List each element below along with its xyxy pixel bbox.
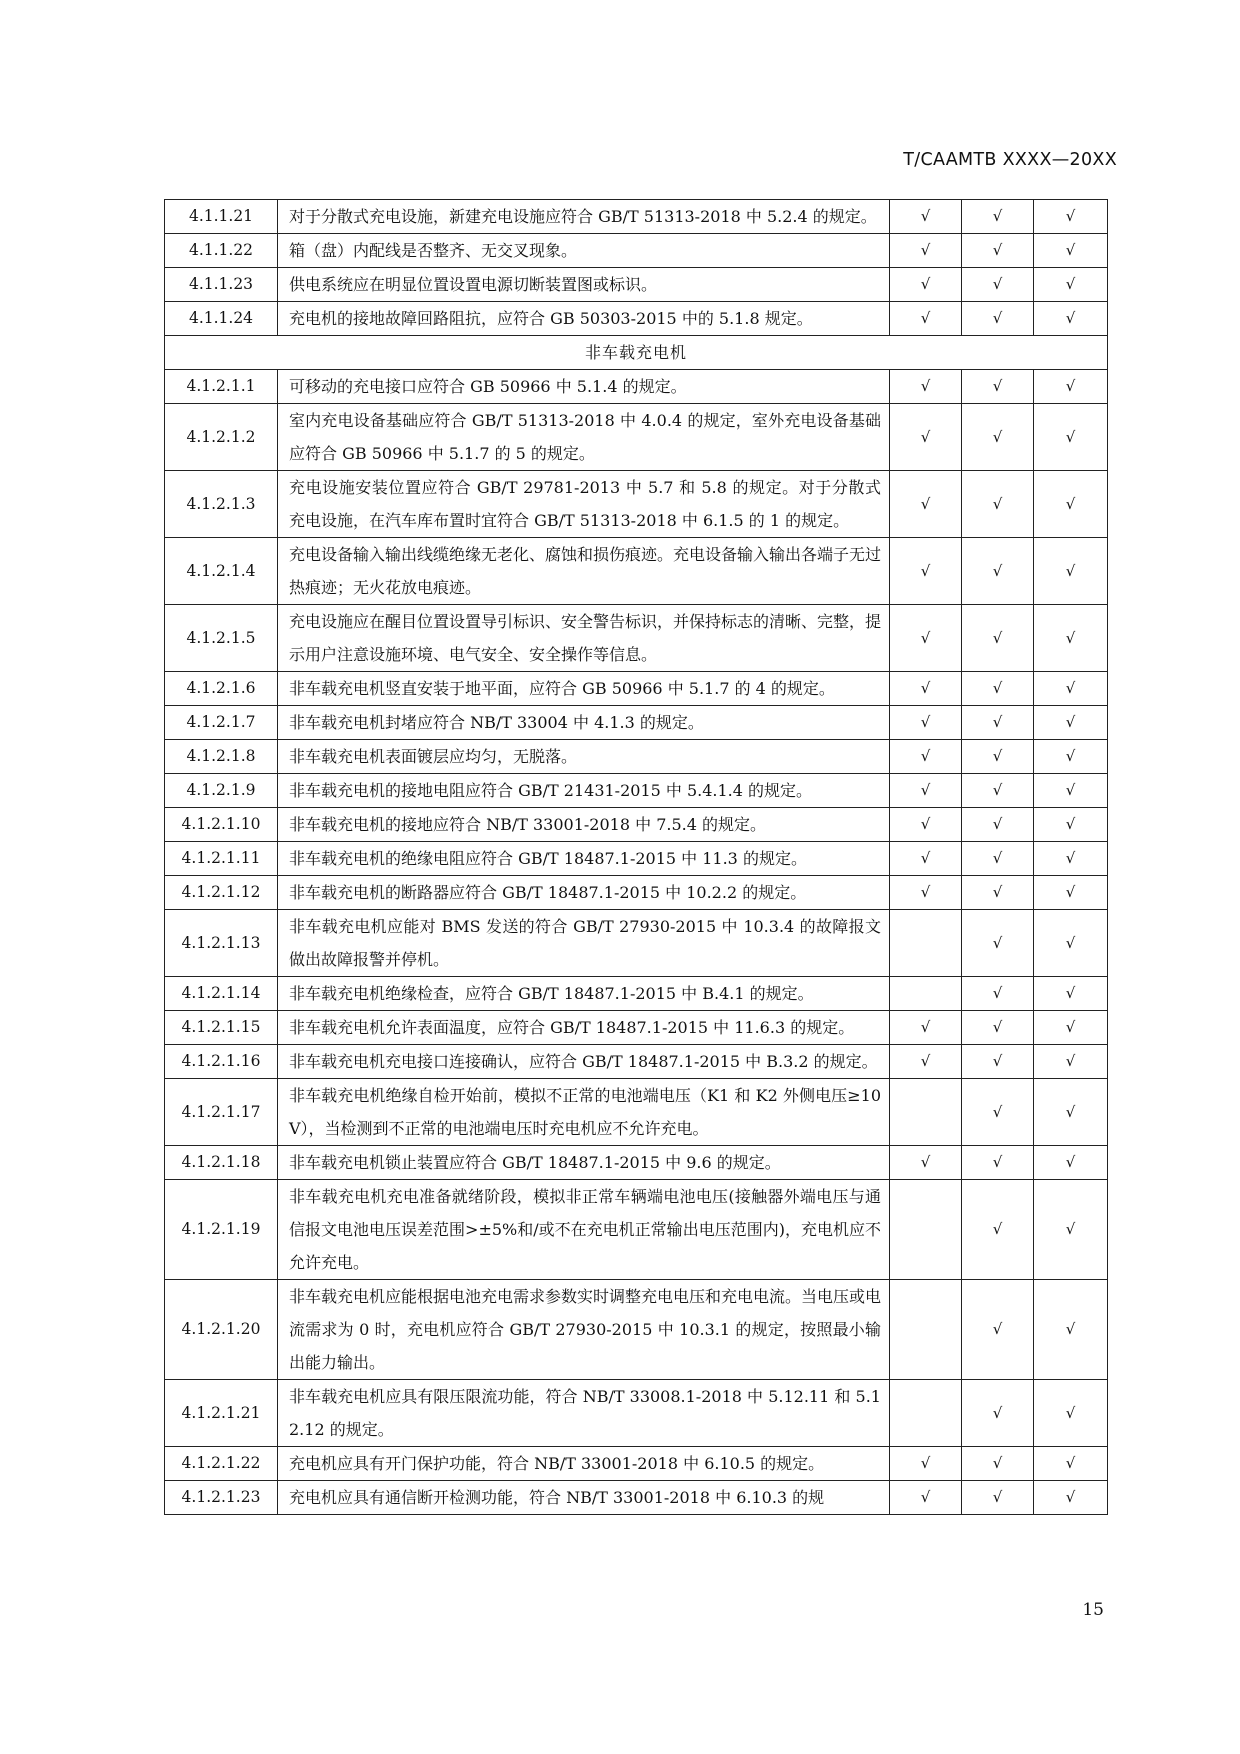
check-mark-col-1: √	[890, 1481, 962, 1515]
check-mark-col-1: √	[890, 605, 962, 672]
requirement-text: 非车载充电机充电准备就绪阶段，模拟非正常车辆端电池电压(接触器外端电压与通信报文电池电压误差范围>±5%和/或不在充电机正常输出电压范围内)，充电机应不允许充电。	[278, 1180, 890, 1280]
clause-number: 4.1.2.1.22	[165, 1447, 278, 1481]
check-mark-col-1: √	[890, 842, 962, 876]
check-mark-col-1: √	[890, 234, 962, 268]
clause-number: 4.1.2.1.5	[165, 605, 278, 672]
clause-number: 4.1.2.1.14	[165, 977, 278, 1011]
check-mark-col-3: √	[1034, 842, 1108, 876]
check-mark-col-2: √	[962, 1380, 1034, 1447]
check-mark-col-1: √	[890, 370, 962, 404]
check-mark-col-3: √	[1034, 1180, 1108, 1280]
check-mark-col-1: √	[890, 774, 962, 808]
check-mark-col-3: √	[1034, 1146, 1108, 1180]
clause-number: 4.1.2.1.3	[165, 471, 278, 538]
clause-number: 4.1.2.1.21	[165, 1380, 278, 1447]
check-mark-col-3: √	[1034, 1447, 1108, 1481]
check-mark-col-2: √	[962, 1079, 1034, 1146]
inspection-table	[164, 199, 1108, 1515]
clause-number: 4.1.1.22	[165, 234, 278, 268]
check-mark-col-1: √	[890, 471, 962, 538]
requirement-text: 非车载充电机绝缘自检开始前，模拟不正常的电池端电压（K1 和 K2 外侧电压≥10V），当检测到不正常的电池端电压时充电机应不允许充电。	[278, 1079, 890, 1146]
table-row	[165, 1011, 1108, 1045]
check-mark-col-2: √	[962, 910, 1034, 977]
check-mark-col-2: √	[962, 876, 1034, 910]
requirement-text: 非车载充电机的接地电阻应符合 GB/T 21431-2015 中 5.4.1.4 的规定。	[278, 774, 890, 808]
inspection-table-body	[165, 200, 1108, 1515]
check-mark-col-2: √	[962, 1481, 1034, 1515]
check-mark-col-1: √	[890, 1146, 962, 1180]
check-mark-col-2: √	[962, 404, 1034, 471]
check-mark-col-3: √	[1034, 740, 1108, 774]
check-mark-col-2: √	[962, 1146, 1034, 1180]
check-mark-col-2: √	[962, 605, 1034, 672]
clause-number: 4.1.2.1.9	[165, 774, 278, 808]
requirement-text: 非车载充电机绝缘检查，应符合 GB/T 18487.1-2015 中 B.4.1 的规定。	[278, 977, 890, 1011]
check-mark-col-3: √	[1034, 808, 1108, 842]
requirement-text: 非车载充电机的断路器应符合 GB/T 18487.1-2015 中 10.2.2 的规定。	[278, 876, 890, 910]
table-row	[165, 842, 1108, 876]
requirement-text: 非车载充电机应能对 BMS 发送的符合 GB/T 27930-2015 中 10.3.4 的故障报文做出故障报警并停机。	[278, 910, 890, 977]
clause-number: 4.1.2.1.15	[165, 1011, 278, 1045]
check-mark-col-1	[890, 910, 962, 977]
check-mark-col-3: √	[1034, 977, 1108, 1011]
check-mark-col-3: √	[1034, 268, 1108, 302]
requirement-text: 非车载充电机竖直安装于地平面，应符合 GB 50966 中 5.1.7 的 4 的规定。	[278, 672, 890, 706]
table-row	[165, 672, 1108, 706]
table-row	[165, 605, 1108, 672]
check-mark-col-1: √	[890, 1045, 962, 1079]
check-mark-col-2: √	[962, 808, 1034, 842]
clause-number: 4.1.2.1.10	[165, 808, 278, 842]
requirement-text: 可移动的充电接口应符合 GB 50966 中 5.1.4 的规定。	[278, 370, 890, 404]
requirement-text: 充电设施安装位置应符合 GB/T 29781-2013 中 5.7 和 5.8 的规定。对于分散式充电设施，在汽车库布置时宜符合 GB/T 51313-2018 中 6.1.5 的 1 的规定。	[278, 471, 890, 538]
clause-number: 4.1.2.1.16	[165, 1045, 278, 1079]
table-row	[165, 370, 1108, 404]
table-row	[165, 808, 1108, 842]
check-mark-col-3: √	[1034, 370, 1108, 404]
table-row	[165, 404, 1108, 471]
check-mark-col-3: √	[1034, 538, 1108, 605]
requirement-text: 非车载充电机锁止装置应符合 GB/T 18487.1-2015 中 9.6 的规定。	[278, 1146, 890, 1180]
table-row	[165, 471, 1108, 538]
check-mark-col-2: √	[962, 774, 1034, 808]
clause-number: 4.1.2.1.17	[165, 1079, 278, 1146]
requirement-text: 充电机应具有通信断开检测功能，符合 NB/T 33001-2018 中 6.10.3 的规	[278, 1481, 890, 1515]
requirement-text: 非车载充电机表面镀层应均匀，无脱落。	[278, 740, 890, 774]
section-title: 非车载充电机	[165, 336, 1108, 370]
check-mark-col-3: √	[1034, 1079, 1108, 1146]
table-row	[165, 1447, 1108, 1481]
check-mark-col-1	[890, 977, 962, 1011]
requirement-text: 充电机应具有开门保护功能，符合 NB/T 33001-2018 中 6.10.5 的规定。	[278, 1447, 890, 1481]
clause-number: 4.1.2.1.6	[165, 672, 278, 706]
check-mark-col-2: √	[962, 706, 1034, 740]
check-mark-col-1: √	[890, 808, 962, 842]
requirement-text: 非车载充电机封堵应符合 NB/T 33004 中 4.1.3 的规定。	[278, 706, 890, 740]
requirement-text: 对于分散式充电设施，新建充电设施应符合 GB/T 51313-2018 中 5.2.4 的规定。	[278, 200, 890, 234]
check-mark-col-3: √	[1034, 404, 1108, 471]
clause-number: 4.1.2.1.2	[165, 404, 278, 471]
check-mark-col-2: √	[962, 234, 1034, 268]
check-mark-col-1: √	[890, 672, 962, 706]
check-mark-col-3: √	[1034, 706, 1108, 740]
check-mark-col-1: √	[890, 404, 962, 471]
check-mark-col-1	[890, 1180, 962, 1280]
check-mark-col-3: √	[1034, 1011, 1108, 1045]
requirement-text: 室内充电设备基础应符合 GB/T 51313-2018 中 4.0.4 的规定，室外充电设备基础应符合 GB 50966 中 5.1.7 的 5 的规定。	[278, 404, 890, 471]
clause-number: 4.1.2.1.23	[165, 1481, 278, 1515]
check-mark-col-3: √	[1034, 672, 1108, 706]
table-row	[165, 1380, 1108, 1447]
clause-number: 4.1.1.23	[165, 268, 278, 302]
check-mark-col-2: √	[962, 1045, 1034, 1079]
clause-number: 4.1.2.1.8	[165, 740, 278, 774]
requirement-text: 充电设施应在醒目位置设置导引标识、安全警告标识，并保持标志的清晰、完整，提示用户注意设施环境、电气安全、安全操作等信息。	[278, 605, 890, 672]
clause-number: 4.1.2.1.13	[165, 910, 278, 977]
check-mark-col-2: √	[962, 842, 1034, 876]
check-mark-col-2: √	[962, 538, 1034, 605]
table-row	[165, 302, 1108, 336]
check-mark-col-2: √	[962, 1180, 1034, 1280]
check-mark-col-3: √	[1034, 774, 1108, 808]
clause-number: 4.1.2.1.12	[165, 876, 278, 910]
check-mark-col-2: √	[962, 370, 1034, 404]
requirement-text: 非车载充电机应具有限压限流功能，符合 NB/T 33008.1-2018 中 5.12.11 和 5.12.12 的规定。	[278, 1380, 890, 1447]
clause-number: 4.1.2.1.4	[165, 538, 278, 605]
check-mark-col-3: √	[1034, 1045, 1108, 1079]
check-mark-col-2: √	[962, 672, 1034, 706]
check-mark-col-1: √	[890, 876, 962, 910]
check-mark-col-2: √	[962, 1280, 1034, 1380]
clause-number: 4.1.2.1.7	[165, 706, 278, 740]
requirement-text: 箱（盘）内配线是否整齐、无交叉现象。	[278, 234, 890, 268]
clause-number: 4.1.2.1.19	[165, 1180, 278, 1280]
table-row	[165, 977, 1108, 1011]
check-mark-col-3: √	[1034, 200, 1108, 234]
requirement-text: 供电系统应在明显位置设置电源切断装置图或标识。	[278, 268, 890, 302]
check-mark-col-2: √	[962, 471, 1034, 538]
table-row	[165, 1045, 1108, 1079]
requirement-text: 充电设备输入输出线缆绝缘无老化、腐蚀和损伤痕迹。充电设备输入输出各端子无过热痕迹；无火花放电痕迹。	[278, 538, 890, 605]
check-mark-col-2: √	[962, 1011, 1034, 1045]
check-mark-col-2: √	[962, 977, 1034, 1011]
page-number: 15	[1082, 1600, 1104, 1620]
clause-number: 4.1.1.24	[165, 302, 278, 336]
check-mark-col-3: √	[1034, 471, 1108, 538]
clause-number: 4.1.2.1.11	[165, 842, 278, 876]
table-row	[165, 1146, 1108, 1180]
table-row	[165, 1481, 1108, 1515]
check-mark-col-1	[890, 1079, 962, 1146]
requirement-text: 非车载充电机允许表面温度，应符合 GB/T 18487.1-2015 中 11.6.3 的规定。	[278, 1011, 890, 1045]
table-row	[165, 774, 1108, 808]
check-mark-col-3: √	[1034, 910, 1108, 977]
table-row	[165, 200, 1108, 234]
table-row	[165, 268, 1108, 302]
check-mark-col-1	[890, 1380, 962, 1447]
table-row	[165, 538, 1108, 605]
clause-number: 4.1.2.1.20	[165, 1280, 278, 1380]
check-mark-col-3: √	[1034, 302, 1108, 336]
clause-number: 4.1.1.21	[165, 200, 278, 234]
requirement-text: 充电机的接地故障回路阻抗，应符合 GB 50303-2015 中的 5.1.8 规定。	[278, 302, 890, 336]
check-mark-col-2: √	[962, 200, 1034, 234]
check-mark-col-1: √	[890, 706, 962, 740]
clause-number: 4.1.2.1.1	[165, 370, 278, 404]
check-mark-col-1	[890, 1280, 962, 1380]
check-mark-col-2: √	[962, 268, 1034, 302]
table-row	[165, 1180, 1108, 1280]
table-row	[165, 740, 1108, 774]
check-mark-col-3: √	[1034, 876, 1108, 910]
check-mark-col-2: √	[962, 302, 1034, 336]
check-mark-col-1: √	[890, 302, 962, 336]
table-row	[165, 234, 1108, 268]
check-mark-col-3: √	[1034, 234, 1108, 268]
check-mark-col-1: √	[890, 1447, 962, 1481]
check-mark-col-1: √	[890, 740, 962, 774]
clause-number: 4.1.2.1.18	[165, 1146, 278, 1180]
check-mark-col-2: √	[962, 1447, 1034, 1481]
table-row	[165, 1079, 1108, 1146]
check-mark-col-1: √	[890, 538, 962, 605]
requirement-text: 非车载充电机的绝缘电阻应符合 GB/T 18487.1-2015 中 11.3 的规定。	[278, 842, 890, 876]
check-mark-col-3: √	[1034, 605, 1108, 672]
requirement-text: 非车载充电机的接地应符合 NB/T 33001-2018 中 7.5.4 的规定。	[278, 808, 890, 842]
check-mark-col-1: √	[890, 268, 962, 302]
section-header-row	[165, 336, 1108, 370]
table-row	[165, 876, 1108, 910]
check-mark-col-1: √	[890, 1011, 962, 1045]
requirement-text: 非车载充电机应能根据电池充电需求参数实时调整充电电压和充电电流。当电压或电流需求为 0 时，充电机应符合 GB/T 27930-2015 中 10.3.1 的规定，按照最小输出能力输出。	[278, 1280, 890, 1380]
table-row	[165, 910, 1108, 977]
check-mark-col-1: √	[890, 200, 962, 234]
requirement-text: 非车载充电机充电接口连接确认，应符合 GB/T 18487.1-2015 中 B.3.2 的规定。	[278, 1045, 890, 1079]
check-mark-col-3: √	[1034, 1280, 1108, 1380]
check-mark-col-3: √	[1034, 1380, 1108, 1447]
check-mark-col-3: √	[1034, 1481, 1108, 1515]
table-row	[165, 1280, 1108, 1380]
check-mark-col-2: √	[962, 740, 1034, 774]
table-row	[165, 706, 1108, 740]
document-code: T/CAAMTB XXXX—20XX	[903, 150, 1117, 170]
